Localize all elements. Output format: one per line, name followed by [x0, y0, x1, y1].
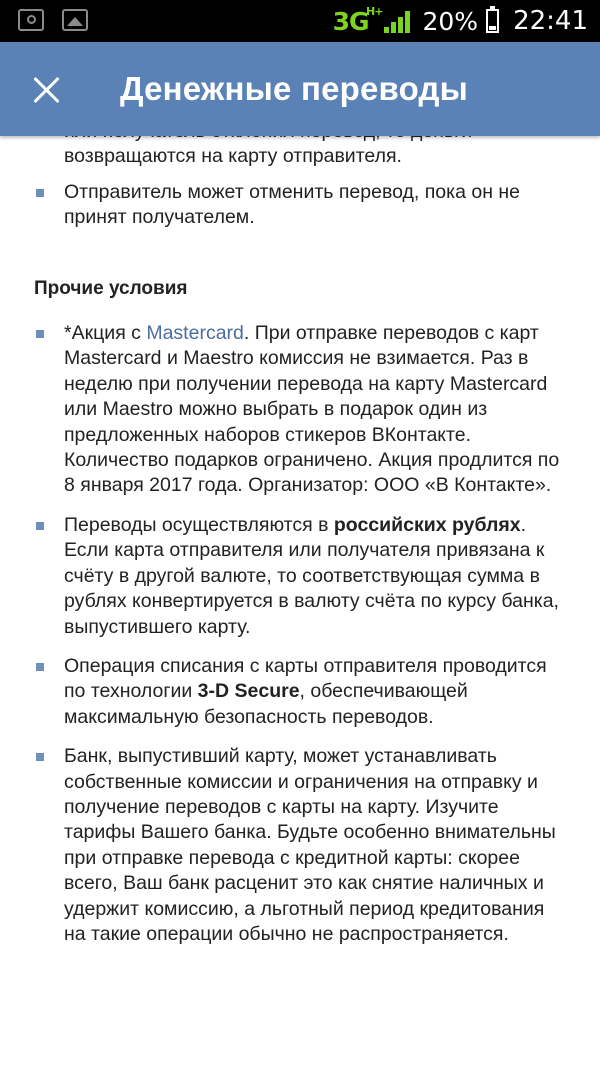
list-item-text: возвращаются на карту отправителя. [64, 145, 402, 168]
page-title: Денежные переводы [120, 70, 469, 107]
close-icon[interactable] [30, 74, 62, 106]
app-header [0, 42, 600, 136]
bullet-icon [36, 189, 44, 197]
bullet-icon [36, 330, 44, 338]
bullet-icon [36, 663, 44, 671]
network-indicator: 3G H+ [332, 4, 383, 36]
list-item [0, 654, 600, 730]
list-item-text: Банк, выпустивший карту, может устанавливать собственные комиссии и ограничения на отправку и получение переводов с карты на карту. Изучите тарифы Вашего банка. Будьте особенно внимательны при отправке перевода с кредитной карты: скорее всего, Ваш банк расценит это как снятие наличных и удержит комиссию, а льготный период кредитования на такие операции обычно не распространяется. [64, 745, 556, 945]
list-item [0, 180, 600, 231]
battery-percent: 20% [422, 6, 479, 36]
terms-content [0, 119, 600, 961]
bullet-icon [36, 753, 44, 761]
mastercard-link[interactable]: Mastercard [146, 322, 244, 345]
list-item-text: *Акция с Mastercard. При отправке переводов с карт Mastercard и Maestro комиссия не взимается. Раз в неделю при получении перевода на карту Mastercard или Maestro можно выбрать в подарок один из предложенных наборов стикеров ВКонтакте. Количество подарков ограничено. Акция продлится по 8 января 2017 года. Организатор: ООО «В Контакте». [64, 322, 560, 497]
bullet-icon [36, 522, 44, 530]
list-item [0, 321, 600, 499]
status-bar [0, 0, 600, 42]
list-item [0, 513, 600, 640]
battery-icon [486, 9, 499, 33]
section-title: Прочие условия [34, 277, 188, 299]
camera-icon [18, 9, 44, 31]
image-icon [62, 9, 88, 31]
list-item-text: Операция списания с карты отправителя проводится по технологии 3-D Secure, обеспечивающей максимальную безопасность переводов. [64, 654, 547, 728]
clock: 22:41 [513, 6, 588, 36]
list-item [0, 744, 600, 947]
list-item-text: Переводы осуществляются в российских рублях. Если карта отправителя или получателя привязана к счёту в другой валюте, то соответствующая сумма в рублях конвертируется в валюту счёта по курсу банка, выпустившего карту. [64, 513, 559, 638]
list-item-text: Отправитель может отменить перевод, пока он не принят получателем. [64, 180, 520, 229]
signal-icon [384, 9, 410, 33]
